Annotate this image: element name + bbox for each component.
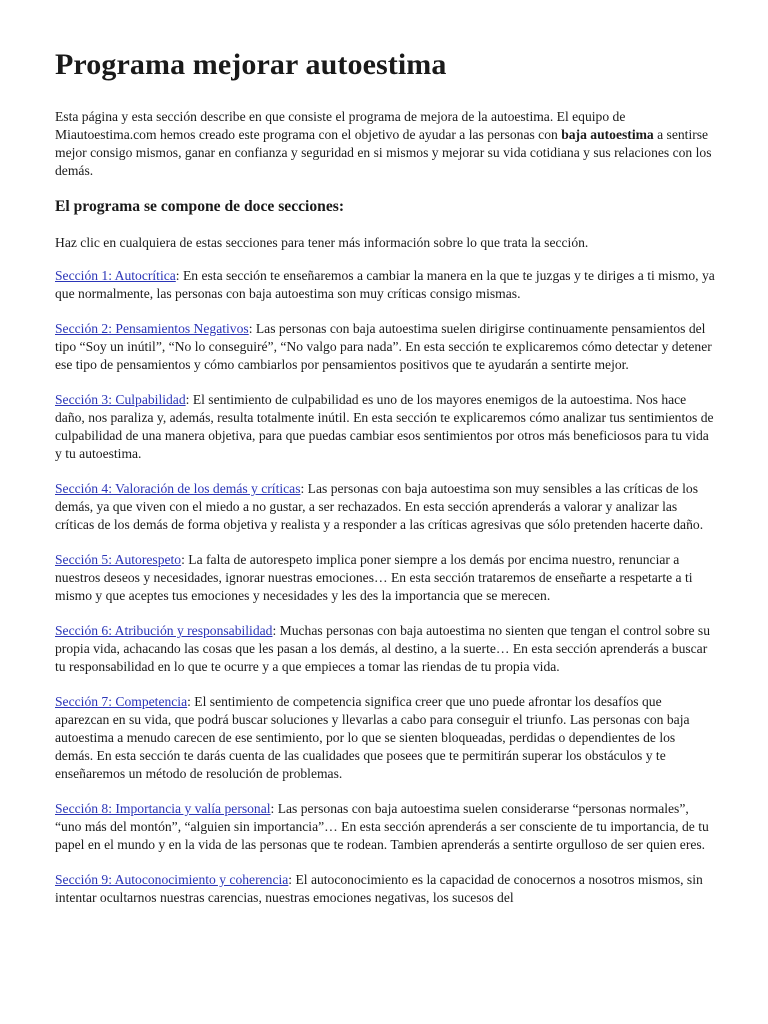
section-description-3: : El sentimiento de culpabilidad es uno de los mayores enemigos de la autoestima. Nos hace daño, nos paraliza y, además, resulta totalmente inútil. En esta sección te explicaremos cómo analizar tus sentimientos de culpabilidad de una manera objetiva, para que puedas cambiar esos sentimientos por otros más beneficiosos para tu vida y tu autoestima. <box>55 392 714 461</box>
sections-list <box>55 267 715 907</box>
section-item-3 <box>55 391 715 463</box>
section-item-2 <box>55 320 715 374</box>
section-link-8[interactable]: Sección 8: Importancia y valía personal <box>55 801 271 816</box>
section-link-7[interactable]: Sección 7: Competencia <box>55 694 188 709</box>
section-description-4: : Las personas con baja autoestima son muy sensibles a las críticas de los demás, ya que viven con el miedo a no gustar, a ser rechazados. En esta sección aprenderás a valorar y analizar las críticas de los demás de forma objetiva y realista y a responder a las críticas agresivas que sólo pretenden hacerte daño. <box>55 481 704 532</box>
document-page <box>55 46 715 924</box>
section-link-2[interactable]: Sección 2: Pensamientos Negativos <box>55 321 249 336</box>
section-link-3[interactable]: Sección 3: Culpabilidad <box>55 392 186 407</box>
intro-bold-text: baja autoestima <box>561 127 654 142</box>
section-item-9 <box>55 871 715 907</box>
section-link-6[interactable]: Sección 6: Atribución y responsabilidad <box>55 623 273 638</box>
intro-text-start: Esta página y esta sección describe en que consiste el programa de mejora de la autoestima. El equipo de Miautoestima.com hemos creado este programa con el objetivo de ayudar a las personas con <box>55 109 626 142</box>
section-item-1 <box>55 267 715 303</box>
section-description-7: : El sentimiento de competencia significa creer que uno puede afrontar los desafíos que aparezcan en su vida, que podrá buscar soluciones y llevarlas a cabo para conseguir el triunfo. Las personas con baja autoestima a menudo carecen de ese sentimiento, por lo que se sienten bloqueadas, perdidas o dependientes de los demás. En esta sección te darás cuenta de las cualidades que posees que te permitirán superar los obstáculos y te enseñaremos un método de resolución de problemas. <box>55 694 690 781</box>
section-item-7 <box>55 693 715 783</box>
instructions-text: Haz clic en cualquiera de estas secciones para tener más información sobre lo que trata la sección. <box>55 235 589 250</box>
section-item-4 <box>55 480 715 534</box>
section-link-5[interactable]: Sección 5: Autorespeto <box>55 552 182 567</box>
section-link-9[interactable]: Sección 9: Autoconocimiento y coherencia <box>55 872 289 887</box>
section-description-9: : El autoconocimiento es la capacidad de conocernos a nosotros mismos, sin intentar ocultarnos nuestras carencias, nuestras emociones negativas, los sucesos del <box>55 872 703 905</box>
section-item-8 <box>55 800 715 854</box>
intro-text-end: a sentirse mejor consigo mismos, ganar en confianza y seguridad en si mismos y mejorar su vida cotidiana y sus relaciones con los demás. <box>55 127 712 178</box>
intro-paragraph <box>55 108 715 180</box>
section-item-5 <box>55 551 715 605</box>
section-description-2: : Las personas con baja autoestima suelen dirigirse continuamente pensamientos del tipo “Soy un inútil”, “No lo conseguiré”, “No valgo para nada”. En esta sección te explicaremos cómo detectar y detener ese tipo de pensamientos y cómo cambiarlos por pensamientos positivos que te ayudarán a sentirte mejor. <box>55 321 712 372</box>
section-description-5: : La falta de autorespeto implica poner siempre a los demás por encima nuestro, renunciar a nuestros deseos y necesidades, ignorar nuestras emociones… En esta sección trataremos de enseñarte a respetarte a ti mismo y que aceptes tus emociones y necesidades y les des la importancia que se merecen. <box>55 552 693 603</box>
section-description-1: : En esta sección te enseñaremos a cambiar la manera en la que te juzgas y te diriges a ti mismo, ya que normalmente, las personas con baja autoestima son muy críticas consigo mismas. <box>55 268 715 301</box>
sections-subtitle: El programa se compone de doce secciones: <box>55 198 345 215</box>
section-description-6: : Muchas personas con baja autoestima no sienten que tengan el control sobre su propia vida, achacando las cosas que les pasan a los demás, al destino, a la suerte… En esta sección aprenderás a buscar tu responsabilidad en lo que te ocurre y a que empieces a tomar las riendas de tu propia vida. <box>55 623 710 674</box>
section-item-6 <box>55 622 715 676</box>
section-description-8: : Las personas con baja autoestima suelen considerarse “personas normales”, “uno más del montón”, “alguien sin importancia”… En esta sección aprenderás a ser consciente de tu importancia, de tu papel en el mundo y en la vida de las personas que te rodean. Tambien aprenderás a sentirte orgulloso de ser quien eres. <box>55 801 709 852</box>
section-link-4[interactable]: Sección 4: Valoración de los demás y críticas <box>55 481 301 496</box>
page-title: Programa mejorar autoestima <box>55 48 447 81</box>
section-link-1[interactable]: Sección 1: Autocrítica <box>55 268 176 283</box>
